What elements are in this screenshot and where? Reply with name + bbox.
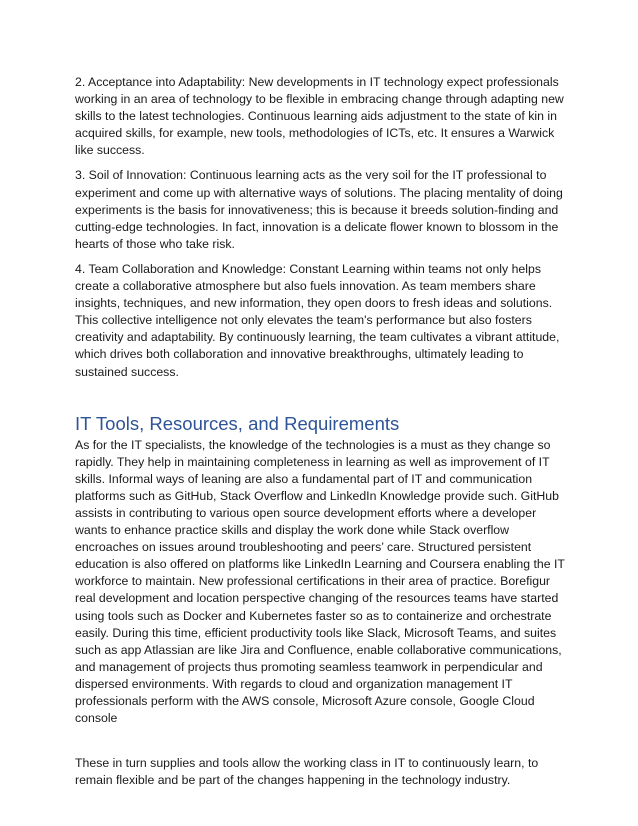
paragraph-closing: These in turn supplies and tools allow the working class in IT to continuously learn, to remain flexible and be part of the changes happening in the technology industry.	[75, 756, 539, 788]
paragraph-innovation: 3. Soil of Innovation: Continuous learning acts as the very soil for the IT professional to experiment and come up with alternative ways of solutions. The placing mentality of doing experiments is the basis for innovativeness; this is because it breeds solution-finding and cutting-edge technologies. In fact, innovation is a delicate flower known to blossom in the hearts of those who take risk.	[75, 168, 563, 251]
paragraph-adaptability: 2. Acceptance into Adaptability: New developments in IT technology expect professionals working in an area of technology to be flexible in embracing change through adapting new skills to the latest technologies. Continuous learning aids adjustment to the state of kin in acquired skills, for example, new tools, methodologies of ICTs, etc. It ensures a Warwick like success.	[75, 75, 564, 158]
section-heading: IT Tools, Resources, and Requirements	[75, 412, 400, 434]
paragraph-tools-resources: As for the IT specialists, the knowledge of the technologies is a must as they change so rapidly. They help in maintaining completeness in learning as well as improvement of IT skills. Informal ways of leaning are also a fundamental part of IT and communication platforms such as GitHub, Stack Overflow and LinkedIn Knowledge provide such. GitHub assists in contributing to various open source development efforts where a developer wants to enhance practice skills and display the work done while Stack overflow encroaches on issues around troubleshooting and peers’ care. Structured persistent education is also offered on platforms like LinkedIn Learning and Coursera enabling the IT workforce to maintain. New professional certifications in their area of practice. Borefigur real development and location perspective changing of the resources teams have started using tools such as Docker and Kubernetes faster so as to containerize and orchestrate easily. During this time, efficient productivity tools like Slack, Microsoft Teams, and suites such as app Atlassian are like Jira and Confluence, enable collaborative communications, and management of projects thus promoting seamless teamwork in perpendicular and dispersed environments. With regards to cloud and organization management IT professionals perform with the AWS console, Microsoft Azure console, Google Cloud console	[75, 437, 565, 726]
spacer	[75, 735, 569, 755]
document-page	[75, 74, 569, 797]
paragraph-team-collaboration: 4. Team Collaboration and Knowledge: Constant Learning within teams not only helps create a collaborative atmosphere but also fuels innovation. As team members share insights, techniques, and new information, they open doors to fresh ideas and solutions. This collective intelligence not only elevates the team's performance but also fosters creativity and adaptability. By continuously learning, the team cultivates a vibrant attitude, which drives both collaboration and innovative breakthroughs, ultimately leading to sustained success.	[75, 261, 560, 379]
